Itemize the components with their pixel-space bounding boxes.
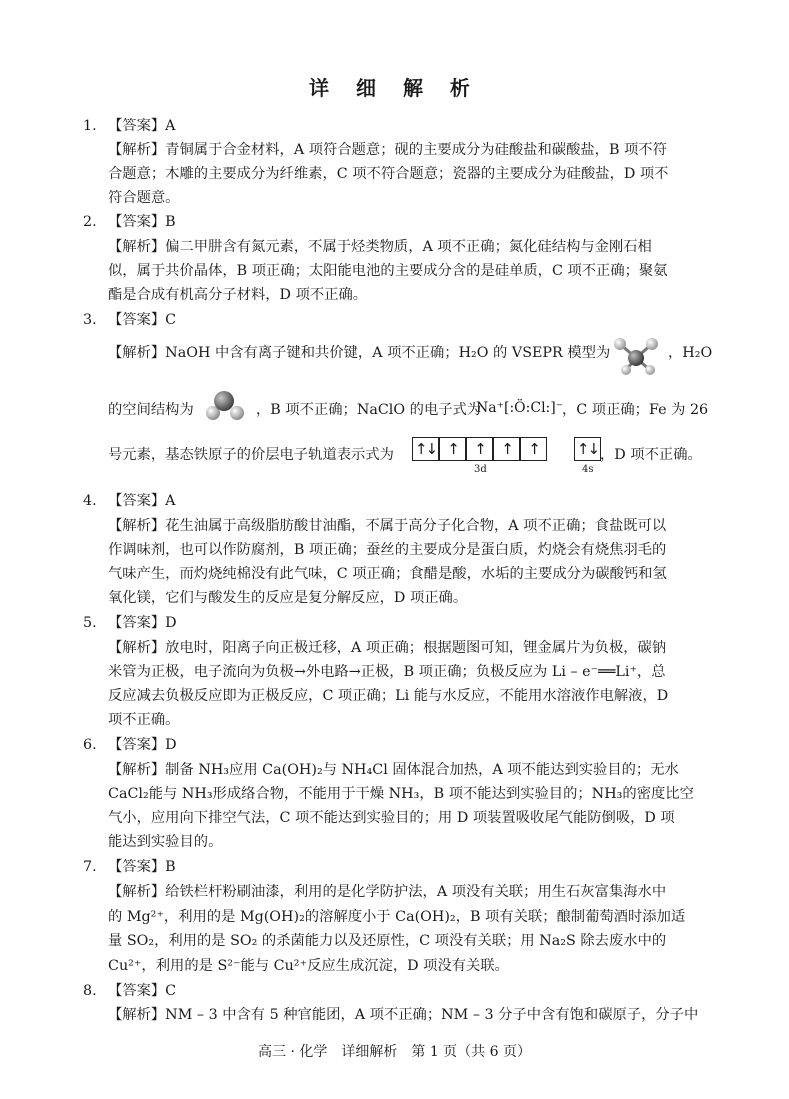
question-number: 6. bbox=[83, 737, 97, 753]
q3-line-1: 【解析】NaOH 中含有离子键和共价键，A 项不正确；H₂O 的 VSEPR 模型为 bbox=[108, 345, 611, 361]
naclo-electron-formula: Na⁺[:Ö:Cl:]⁻ bbox=[476, 400, 564, 416]
explanation-line: 【解析】花生油属于高级脂肪酸甘油酯，不属于高分子化合物，A 项不正确；食盐既可以 bbox=[108, 518, 667, 534]
explanation-line: 气小，应用向下排空气法，C 项不能达到实验目的；用 D 项装置吸收尾气能防倒吸，D 项 bbox=[108, 810, 675, 826]
label-3d: 3d bbox=[474, 464, 487, 475]
explanation-line: 酯是合成有机高分子材料，D 项不正确。 bbox=[108, 287, 368, 303]
question-number: 2. bbox=[83, 214, 97, 230]
answer-line: 【答案】D bbox=[108, 737, 177, 753]
question-number: 1. bbox=[83, 118, 97, 134]
explanation-line: 作调味剂，也可以作防腐剂，B 项正确；蚕丝的主要成分是蛋白质，灼烧会有烧焦羽毛的 bbox=[108, 542, 667, 558]
explanation-line: 米管为正极，电子流向为负极→外电路→正极，B 项正确；负极反应为 Li – e⁻══Li⁺，总 bbox=[108, 664, 666, 680]
explanation-line: 项不正确。 bbox=[108, 712, 180, 728]
explanation-line: CaCl₂能与 NH₃形成络合物，不能用于干燥 NH₃，B 项不能达到实验目的；NH₃的密度比空 bbox=[108, 786, 694, 802]
explanation-line: 反应减去负极反应即为正极反应，C 项正确；Li 能与水反应，不能用水溶液作电解液，D bbox=[108, 688, 669, 704]
water-molecule-icon bbox=[199, 387, 249, 423]
orbital-4s: ↑↓ bbox=[574, 437, 601, 461]
explanation-line: 【解析】NM – 3 中含有 5 种官能团，A 项不正确；NM – 3 分子中含有饱和碳原子，分子中 bbox=[108, 1007, 699, 1023]
orbital-3d-5: ↑ bbox=[520, 437, 547, 461]
explanation-line: 【解析】给铁栏杆粉刷油漆，利用的是化学防护法，A 项没有关联；用生石灰富集海水中 bbox=[108, 884, 667, 900]
orbital-3d-3: ↑ bbox=[466, 437, 493, 461]
q3-line-2a: 的空间结构为 bbox=[108, 402, 194, 418]
answer-line: 【答案】A bbox=[108, 118, 176, 134]
question-number: 7. bbox=[83, 859, 97, 875]
answer-line: 【答案】C bbox=[108, 312, 177, 328]
explanation-line: 能达到实验目的。 bbox=[108, 834, 223, 850]
page-title: 详 细 解 析 bbox=[309, 76, 480, 100]
explanation-line: 量 SO₂，利用的是 SO₂ 的杀菌能力以及还原性，C 项没有关联；用 Na₂S 除去废水中的 bbox=[108, 933, 667, 949]
question-number: 8. bbox=[83, 983, 97, 999]
label-4s: 4s bbox=[582, 464, 594, 475]
q3-line-2b: ，B 项不正确；NaClO 的电子式为 bbox=[256, 402, 482, 418]
question-number: 5. bbox=[83, 615, 97, 631]
page-footer: 高三 · 化学 详细解析 第 1 页（共 6 页） bbox=[258, 1044, 531, 1060]
orbital-3d-1: ↑↓ bbox=[412, 437, 439, 461]
explanation-line: 【解析】偏二甲肼含有氮元素，不属于烃类物质，A 项不正确；氮化硅结构与金刚石相 bbox=[108, 239, 652, 255]
explanation-line: 的 Mg²⁺，利用的是 Mg(OH)₂的溶解度小于 Ca(OH)₂，B 项有关联；酿制葡萄酒时添加适 bbox=[108, 909, 686, 925]
q3-line-3b: ，D 项不正确。 bbox=[600, 447, 702, 463]
q3-line-2c: ，C 项正确；Fe 为 26 bbox=[562, 402, 709, 418]
question-number: 3. bbox=[83, 312, 97, 328]
q3-line-1-tail: ，H₂O bbox=[668, 345, 713, 361]
answer-line: 【答案】D bbox=[108, 615, 177, 631]
vsepr-model-icon bbox=[606, 336, 666, 376]
explanation-line: 【解析】青铜属于合金材料，A 项符合题意；砚的主要成分为硅酸盐和碳酸盐，B 项不符 bbox=[108, 142, 667, 158]
answer-line: 【答案】A bbox=[108, 493, 176, 509]
orbital-3d-2: ↑ bbox=[439, 437, 466, 461]
explanation-line: 似，属于共价晶体，B 项正确；太阳能电池的主要成分含的是硅单质，C 项不正确；聚氨 bbox=[108, 263, 668, 279]
explanation-line: 【解析】制备 NH₃应用 Ca(OH)₂与 NH₄Cl 固体混合加热，A 项不能达到实验目的；无水 bbox=[108, 762, 679, 778]
explanation-line: 符合题意。 bbox=[108, 190, 180, 206]
answer-line: 【答案】C bbox=[108, 983, 177, 999]
answer-line: 【答案】B bbox=[108, 859, 176, 875]
answer-line: 【答案】B bbox=[108, 214, 176, 230]
explanation-line: 【解析】放电时，阳离子向正极迁移，A 项正确；根据题图可知，锂金属片为负极，碳钠 bbox=[108, 640, 667, 656]
explanation-line: 气味产生，而灼烧纯棉没有此气味，C 项正确；食醋是酸，水垢的主要成分为碳酸钙和氢 bbox=[108, 566, 667, 582]
explanation-line: 氧化镁，它们与酸发生的反应是复分解反应，D 项正确。 bbox=[108, 590, 468, 606]
q3-line-3a: 号元素，基态铁原子的价层电子轨道表示式为 bbox=[108, 447, 394, 463]
orbital-diagram bbox=[412, 437, 599, 477]
explanation-line: Cu²⁺，利用的是 S²⁻能与 Cu²⁺反应生成沉淀，D 项没有关联。 bbox=[108, 958, 509, 974]
question-number: 4. bbox=[83, 493, 97, 509]
explanation-line: 合题意；木雕的主要成分为纤维素，C 项不符合题意；瓷器的主要成分为硅酸盐，D 项不 bbox=[108, 166, 669, 182]
orbital-3d-4: ↑ bbox=[493, 437, 520, 461]
